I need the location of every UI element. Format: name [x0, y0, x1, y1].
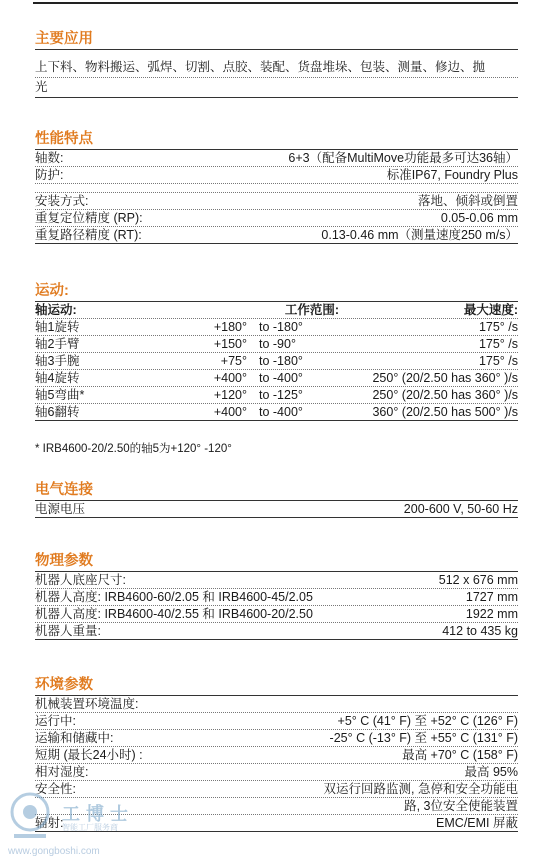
performance-row: [35, 210, 518, 227]
row-key: 轴数:: [35, 151, 64, 165]
row-value: 1922 mm: [465, 607, 518, 621]
range-to: to -400°: [259, 371, 303, 385]
max-speed: 250° (20/2.50 has 360° )/s: [372, 388, 518, 402]
axis-name: 轴2手臂: [35, 337, 80, 351]
physical-row: [35, 623, 518, 640]
row-value: 0.05-0.06 mm: [440, 211, 518, 225]
axis-name: 轴3手腕: [35, 354, 80, 368]
range-from: +400°: [213, 371, 247, 385]
row-value: 512 x 676 mm: [438, 573, 518, 587]
max-speed: 175° /s: [478, 337, 518, 351]
range-from: +150°: [213, 337, 247, 351]
top-rule: [33, 2, 518, 4]
applications-text: [35, 50, 518, 98]
environment-row: [35, 713, 518, 730]
motion-section: [35, 282, 518, 421]
environment-title: 环境参数: [35, 676, 518, 696]
watermark-url: www.gongboshi.com: [8, 846, 100, 857]
row-value: 200-600 V, 50-60 Hz: [403, 502, 518, 516]
max-speed: 175° /s: [478, 354, 518, 368]
motion-row: [35, 353, 518, 370]
physical-row: [35, 572, 518, 589]
motion-header-row: [35, 302, 518, 319]
performance-title: 性能特点: [35, 130, 518, 150]
max-speed: 250° (20/2.50 has 360° )/s: [372, 371, 518, 385]
row-value: 1727 mm: [465, 590, 518, 604]
physical-title: 物理参数: [35, 552, 518, 572]
performance-row: [35, 193, 518, 210]
performance-row: [35, 150, 518, 167]
physical-row: [35, 589, 518, 606]
row-key: 电源电压: [35, 502, 86, 516]
range-to: to -180°: [259, 320, 303, 334]
row-value: 路, 3位安全使能装置: [404, 799, 518, 813]
axis-name: 轴1旋转: [35, 320, 80, 334]
watermark-subtitle: 智能工厂服务商: [62, 823, 118, 832]
motion-row: [35, 336, 518, 353]
performance-section: [35, 130, 518, 244]
axis-name: 轴5弯曲*: [35, 388, 85, 402]
row-gap: [35, 184, 518, 193]
row-value: 最高 +70° C (158° F): [402, 748, 518, 762]
row-key: 安全性:: [35, 782, 76, 796]
row-key: 短期 (最长24小时) :: [35, 748, 143, 762]
row-key: 防护:: [35, 168, 64, 182]
range-to: to -180°: [259, 354, 303, 368]
applications-section: [35, 30, 518, 98]
motion-row: [35, 404, 518, 421]
max-speed: 360° (20/2.50 has 500° )/s: [372, 405, 518, 419]
range-from: +180°: [213, 320, 247, 334]
row-value: 412 to 435 kg: [442, 624, 518, 638]
performance-row: [35, 167, 518, 184]
motion-row: [35, 370, 518, 387]
physical-section: [35, 552, 518, 640]
row-value: 最高 95%: [464, 765, 518, 779]
applications-line-2: 光: [35, 78, 518, 98]
motion-row: [35, 319, 518, 336]
applications-line-1: 上下料、物料搬运、弧焊、切割、点胶、装配、货盘堆垛、包装、测量、修边、抛: [35, 58, 518, 78]
row-value: +5° C (41° F) 至 +52° C (126° F): [337, 714, 518, 728]
row-value: -25° C (-13° F) 至 +55° C (131° F): [329, 731, 518, 745]
performance-row: [35, 227, 518, 244]
row-key: 辐射:: [35, 816, 64, 830]
row-key: 机器人高度: IRB4600-60/2.05 和 IRB4600-45/2.05: [35, 590, 313, 604]
row-value: 0.13-0.46 mm（测量速度250 m/s）: [321, 228, 518, 242]
row-value: 双运行回路监测, 急停和安全功能电: [323, 782, 518, 796]
environment-row: [35, 764, 518, 781]
range-from: +400°: [213, 405, 247, 419]
motion-footnote: * IRB4600-20/2.50的轴5为+120° -120°: [35, 443, 232, 455]
axis-name: 轴6翻转: [35, 405, 80, 419]
electrical-section: [35, 481, 518, 518]
motion-row: [35, 387, 518, 404]
max-speed: 175° /s: [478, 320, 518, 334]
row-key: 相对湿度:: [35, 765, 89, 779]
row-key: 运行中:: [35, 714, 76, 728]
environment-row: [35, 696, 518, 713]
header-axis: 轴运动:: [35, 303, 77, 317]
row-key: 机器人底座尺寸:: [35, 573, 126, 587]
range-to: to -125°: [259, 388, 303, 402]
range-to: to -90°: [259, 337, 296, 351]
header-range: 工作范围:: [284, 303, 339, 317]
row-value: 标准IP67, Foundry Plus: [386, 168, 518, 182]
row-key: 重复路径精度 (RT):: [35, 228, 142, 242]
environment-row: [35, 730, 518, 747]
applications-title: 主要应用: [35, 30, 518, 50]
motion-title: 运动:: [35, 282, 518, 302]
row-key: 机械装置环境温度:: [35, 697, 139, 711]
physical-row: [35, 606, 518, 623]
range-to: to -400°: [259, 405, 303, 419]
row-key: 机器人高度: IRB4600-40/2.55 和 IRB4600-20/2.50: [35, 607, 313, 621]
electrical-title: 电气连接: [35, 481, 518, 501]
environment-row: [35, 747, 518, 764]
header-speed: 最大速度:: [463, 303, 518, 317]
range-from: +120°: [213, 388, 247, 402]
row-key: 重复定位精度 (RP):: [35, 211, 143, 225]
range-from: +75°: [220, 354, 247, 368]
row-value: 落地、倾斜或倒置: [417, 194, 518, 208]
row-key: 机器人重量:: [35, 624, 101, 638]
row-key: 运输和储藏中:: [35, 731, 114, 745]
axis-name: 轴4旋转: [35, 371, 80, 385]
row-value: EMC/EMI 屏蔽: [436, 816, 518, 830]
electrical-row: [35, 501, 518, 518]
watermark-name: 工博士: [62, 804, 134, 824]
row-value: 6+3（配备MultiMove功能最多可达36轴）: [288, 151, 518, 165]
row-key: 安装方式:: [35, 194, 89, 208]
